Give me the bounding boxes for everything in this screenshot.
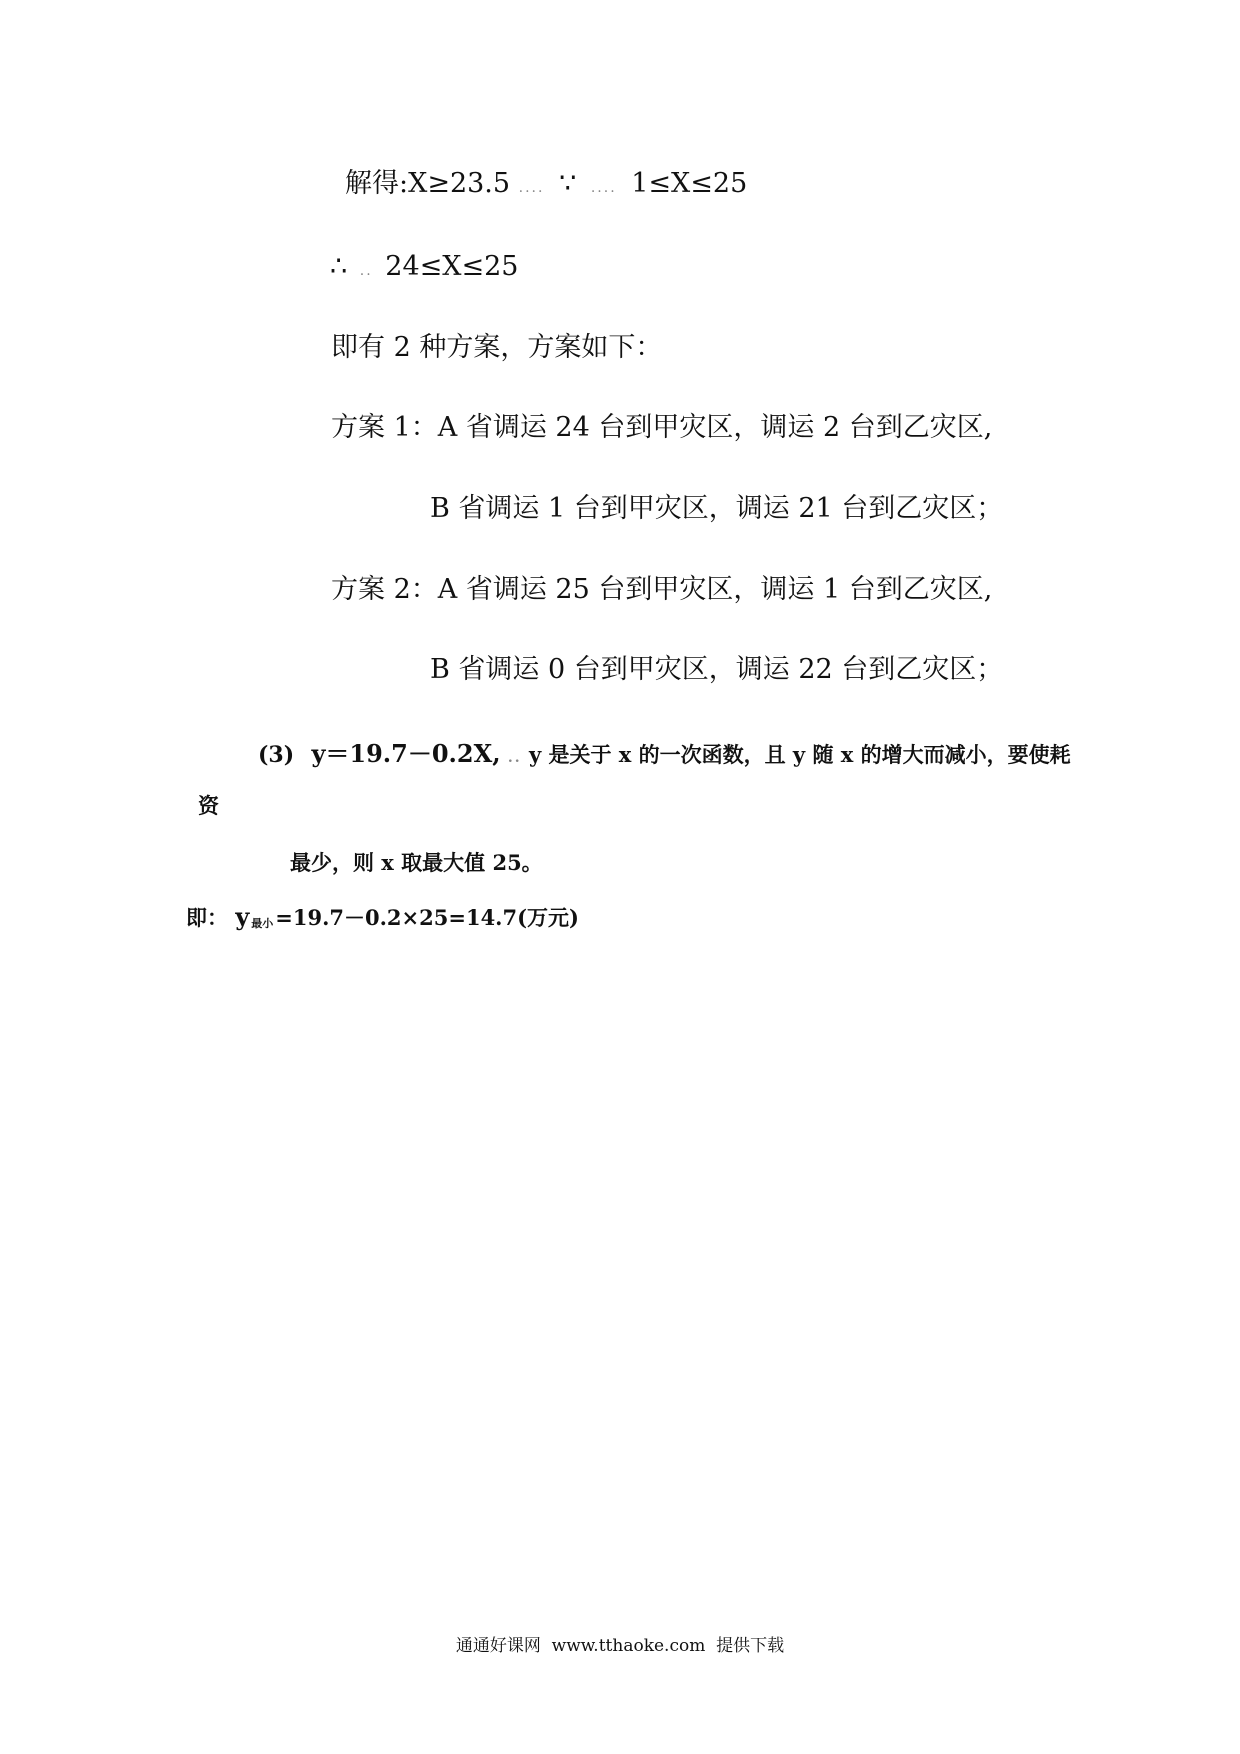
footer-credit	[0, 1631, 1240, 1656]
answer-y: y	[235, 902, 250, 931]
answer-prefix: 即：	[186, 905, 228, 930]
part-3-line-1	[258, 739, 1071, 768]
solution-line-1	[345, 170, 747, 197]
plan-1-a-text: 方案 1：A 省调运 24 台到甲灾区，调运 2 台到乙灾区,	[331, 412, 993, 443]
filler-dots: ..	[359, 263, 373, 279]
solution-line-3	[331, 334, 662, 361]
plan-2-line-b	[430, 656, 1003, 683]
range-result: 24≤X≤25	[385, 251, 519, 282]
because-symbol: ∵	[559, 168, 577, 199]
answer-line	[186, 902, 579, 931]
plan-2-b-text: B 省调运 0 台到甲灾区，调运 22 台到乙灾区；	[430, 654, 1004, 685]
answer-value: =19.7－0.2×25=14.7(万元)	[275, 905, 579, 930]
part-3-line-2	[290, 852, 543, 873]
plans-intro: 即有 2 种方案，方案如下：	[331, 332, 663, 363]
filler-dots: ..	[507, 750, 522, 766]
cost-formula: y＝19.7－0.2X,	[311, 739, 501, 768]
part-3-wrap	[198, 795, 219, 816]
plan-1-line-a	[331, 414, 992, 441]
plan-1-line-b	[430, 495, 1003, 522]
part-3-wrap-text: 资	[198, 793, 219, 818]
filler-dots: ....	[590, 180, 617, 196]
plan-2-a-text: 方案 2：A 省调运 25 台到甲灾区，调运 1 台到乙灾区,	[331, 574, 993, 605]
plan-1-b-text: B 省调运 1 台到甲灾区，调运 21 台到乙灾区；	[430, 493, 1004, 524]
part-3-label: (3)	[258, 742, 295, 768]
part-3-conclusion: 最少，则 x 取最大值 25。	[290, 850, 543, 875]
part-3-text: y 是关于 x 的一次函数，且 y 随 x 的增大而减小，要使耗	[528, 742, 1071, 767]
filler-dots: ....	[518, 180, 545, 196]
therefore-symbol: ∴	[330, 251, 348, 282]
answer-subscript: 最小	[251, 917, 274, 930]
range-condition: 1≤X≤25	[631, 168, 748, 199]
plan-2-line-a	[331, 576, 992, 603]
footer-text: 通通好课网 www.tthaoke.com 提供下载	[455, 1636, 785, 1656]
solution-line-2	[330, 253, 518, 280]
solve-result: 解得:X≥23.5	[345, 168, 511, 199]
